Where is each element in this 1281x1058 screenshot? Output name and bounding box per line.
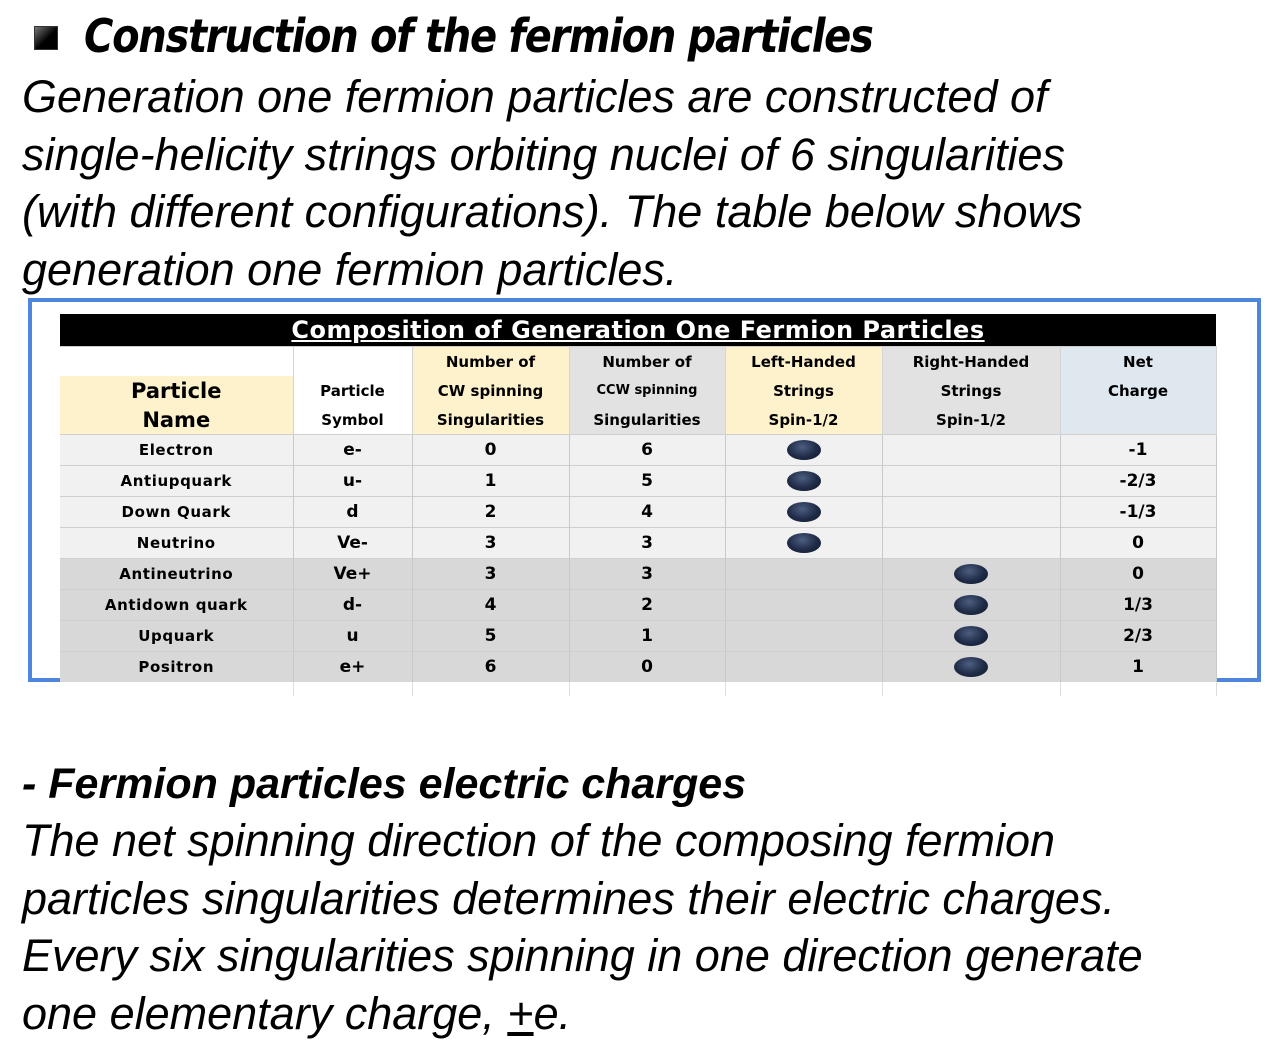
cell-cw: 5 [412,621,569,652]
cell-ccw: 6 [569,435,725,466]
cell-charge: 1/3 [1060,590,1216,621]
cell-right-handed [882,652,1060,683]
string-dot-icon [787,440,821,460]
cell-left-handed [725,497,882,528]
section2-last-prefix: one elementary charge, [22,987,508,1039]
cell-symbol: e+ [293,652,412,683]
table-row [60,497,1216,528]
header-ccw-line3: Singularities [569,405,725,435]
cell-ccw: 1 [569,621,725,652]
heading-title: Construction of the fermion particles [84,9,873,63]
cell-left-handed [725,435,882,466]
section2-line: The net spinning direction of the composing fermion [22,815,1056,866]
header-name-line2: Name [60,405,293,435]
table-body [60,435,1216,683]
cell-left-handed [725,528,882,559]
table-row [60,528,1216,559]
header-right-line2: Strings [882,376,1060,405]
cell-charge: 0 [1060,528,1216,559]
header-cw-line2: CW spinning [412,376,569,405]
header-symbol-line2: Symbol [293,405,412,435]
cell-charge: -2/3 [1060,466,1216,497]
cell-right-handed [882,528,1060,559]
table-row [60,621,1216,652]
section2-line: particles singularities determines their electric charges. [22,872,1115,924]
cell-charge: 1 [1060,652,1216,683]
cell-left-handed [725,652,882,683]
intro-line: Generation one fermion particles are constructed of [22,71,1048,122]
section2-last-line [22,985,1143,1043]
cell-right-handed [882,466,1060,497]
cell-ccw: 3 [569,528,725,559]
intro-paragraph [22,68,1083,298]
fermion-composition-table [60,314,1217,696]
header-name-line1: Particle [60,376,293,405]
section2-last-suffix: e. [533,987,572,1039]
header-left-line3: Spin-1/2 [725,405,882,435]
table-row [60,435,1216,466]
cell-symbol: Ve+ [293,559,412,590]
string-dot-icon [787,502,821,522]
cell-right-handed [882,559,1060,590]
string-dot-icon [954,564,988,584]
cell-symbol: d- [293,590,412,621]
cell-cw: 3 [412,528,569,559]
table-row [60,559,1216,590]
header-symbol-line1: Particle [293,376,412,405]
cell-name: Antineutrino [60,559,293,590]
cell-name: Antidown quark [60,590,293,621]
cell-name: Upquark [60,621,293,652]
fermion-table-frame [28,298,1261,682]
cell-name: Down Quark [60,497,293,528]
plus-minus-symbol: + [507,987,534,1039]
cell-symbol: u [293,621,412,652]
cell-cw: 0 [412,435,569,466]
cell-charge: -1 [1060,435,1216,466]
cell-ccw: 5 [569,466,725,497]
cell-cw: 1 [412,466,569,497]
section2-line: Every six singularities spinning in one direction generate [22,930,1143,981]
intro-line: single-helicity strings orbiting nuclei of 6 singularities [22,128,1065,180]
header-right-line1: Right-Handed [882,347,1060,377]
header-cw-line1: Number of [412,347,569,377]
cell-right-handed [882,435,1060,466]
cell-charge: -1/3 [1060,497,1216,528]
intro-line: (with different configurations). The table below shows [22,186,1083,237]
cell-name: Electron [60,435,293,466]
cell-ccw: 0 [569,652,725,683]
table-row [60,652,1216,683]
cell-right-handed [882,621,1060,652]
header-ccw-line2: CCW spinning [569,376,725,405]
string-dot-icon [787,533,821,553]
cell-name: Neutrino [60,528,293,559]
cell-name: Antiupquark [60,466,293,497]
header-ccw-line1: Number of [569,347,725,377]
string-dot-icon [954,626,988,646]
cell-charge: 0 [1060,559,1216,590]
cell-cw: 3 [412,559,569,590]
cell-symbol: e- [293,435,412,466]
cell-symbol: Ve- [293,528,412,559]
intro-line: generation one fermion particles. [22,243,678,295]
section2-paragraph [22,812,1143,1042]
section-heading [34,8,990,64]
section2-title: - Fermion particles electric charges [22,760,747,808]
square-bullet-icon [34,26,58,50]
cell-cw: 6 [412,652,569,683]
cell-ccw: 4 [569,497,725,528]
cell-ccw: 3 [569,559,725,590]
cell-right-handed [882,497,1060,528]
header-charge-line2: Charge [1060,376,1216,405]
string-dot-icon [787,471,821,491]
header-left-line2: Strings [725,376,882,405]
cell-left-handed [725,466,882,497]
string-dot-icon [954,595,988,615]
cell-name: Positron [60,652,293,683]
header-right-line3: Spin-1/2 [882,405,1060,435]
cell-left-handed [725,590,882,621]
table-row [60,466,1216,497]
cell-symbol: d [293,497,412,528]
string-dot-icon [954,657,988,677]
cell-ccw: 2 [569,590,725,621]
header-left-line1: Left-Handed [725,347,882,377]
header-cw-line3: Singularities [412,405,569,435]
cell-symbol: u- [293,466,412,497]
cell-charge: 2/3 [1060,621,1216,652]
cell-left-handed [725,621,882,652]
cell-cw: 4 [412,590,569,621]
cell-left-handed [725,559,882,590]
cell-cw: 2 [412,497,569,528]
header-charge-line1: Net [1060,347,1216,377]
cell-right-handed [882,590,1060,621]
table-row [60,590,1216,621]
table-title: Composition of Generation One Fermion Particles [60,314,1216,347]
